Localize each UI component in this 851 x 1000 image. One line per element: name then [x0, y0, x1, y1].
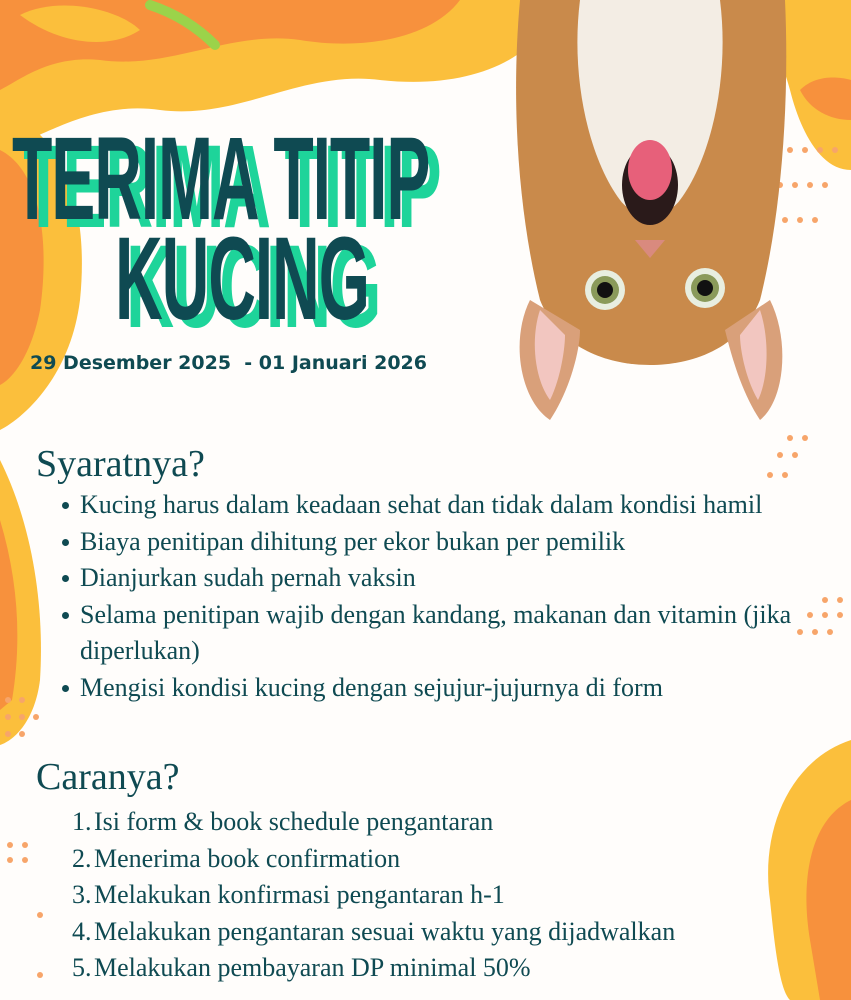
cat-image	[516, 0, 786, 420]
bullet-icon	[62, 575, 69, 582]
step-number: 2.	[72, 843, 92, 873]
title-line1: TERIMA TITIP	[12, 113, 430, 245]
list-item-text: Dianjurkan sudah pernah vaksin	[80, 563, 416, 592]
step-number: 1.	[72, 807, 92, 836]
list-item-text: Kucing harus dalam keadaan sehat dan tidak dalam kondisi hamil	[80, 490, 763, 519]
bullet-icon	[62, 539, 69, 546]
list-item	[58, 524, 798, 561]
step-text: Isi form & book schedule pengantaran	[94, 807, 494, 836]
step-item	[72, 950, 675, 987]
list-item	[58, 670, 798, 707]
list-item	[58, 597, 798, 670]
step-number: 4.	[72, 916, 92, 946]
step-item	[72, 841, 675, 878]
requirements-heading: Syaratnya?	[36, 443, 205, 485]
title-line2: KUCING	[115, 213, 369, 345]
list-item	[58, 487, 798, 524]
step-text: Melakukan konfirmasi pengantaran h-1	[94, 880, 505, 909]
list-item-text: Selama penitipan wajib dengan kandang, makanan dan vitamin (jika diperlukan)	[80, 599, 792, 665]
bullet-icon	[62, 612, 69, 619]
step-number: 3.	[72, 880, 92, 909]
step-item	[72, 914, 675, 951]
step-item	[72, 877, 675, 914]
steps-heading: Caranya?	[36, 756, 180, 798]
step-text: Menerima book confirmation	[94, 843, 401, 873]
step-text: Melakukan pengantaran sesuai waktu yang dijadwalkan	[94, 916, 676, 946]
bullet-icon	[62, 685, 69, 692]
requirements-list	[58, 487, 798, 706]
step-text: Melakukan pembayaran DP minimal 50%	[94, 953, 531, 982]
steps-list	[72, 804, 675, 987]
list-item-text: Biaya penitipan dihitung per ekor bukan per pemilik	[80, 526, 626, 556]
date-range: 29 Desember 2025 - 01 Januari 2026	[30, 352, 427, 374]
list-item-text: Mengisi kondisi kucing dengan sejujur-jujurnya di form	[80, 672, 663, 702]
step-number: 5.	[72, 953, 92, 982]
list-item	[58, 560, 798, 597]
step-item	[72, 804, 675, 841]
bullet-icon	[62, 502, 69, 509]
